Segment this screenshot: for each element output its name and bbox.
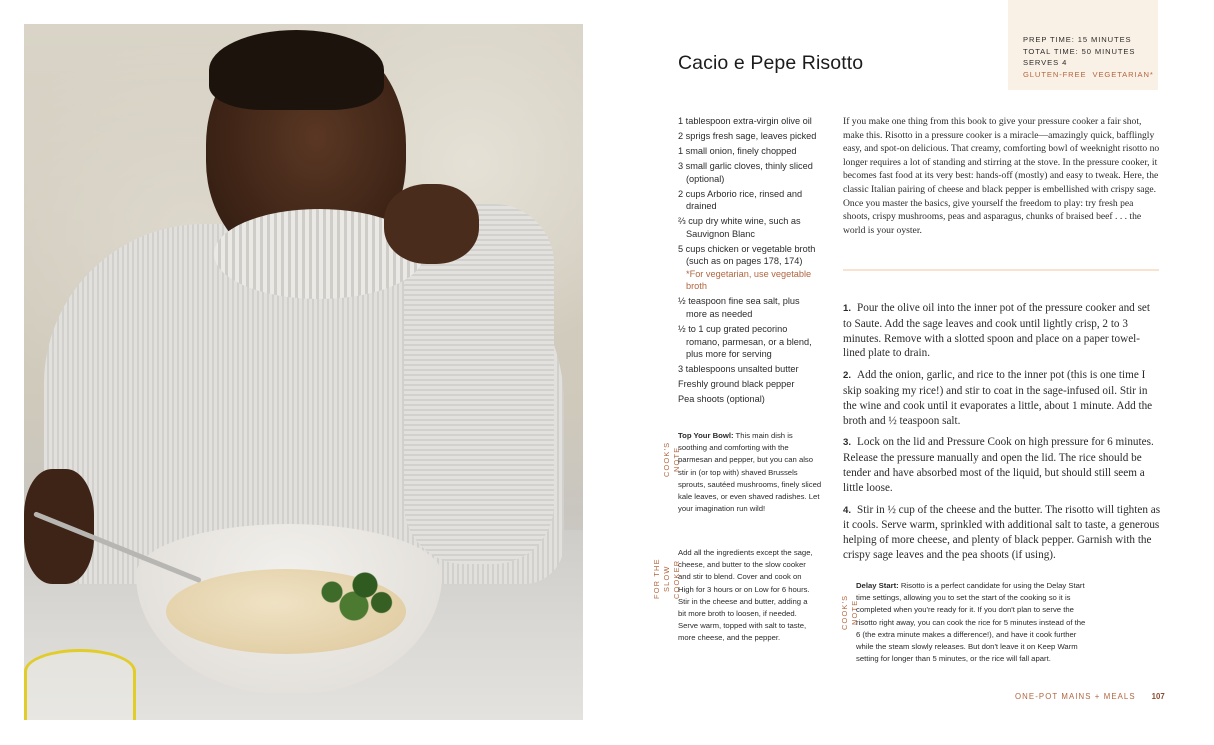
recipe-intro: If you make one thing from this book to give your pressure cooker a fair shot, make this. Risotto in a pressure cooker is a miracle—amazingly quick, bafflingly easy, and spot-on delicious. That creamy, comforting bowl of weeknight risotto no longer requires a lot of standing and stirring at the stove. In the pressure cooker, it becomes fast food at its very best: hands-off (mostly) and easy to tweak. Here, the classic Italian pairing of cheese and black pepper is embellished with crispy sage. Once you master the basics, give yourself the freedom to play: try fresh pea shoots, crispy mushrooms, peas and asparagus, chunks of braised beef . . . the world is your oyster. <box>843 116 1160 236</box>
slow-cooker-label-line2: SLOW COOKER <box>662 559 681 599</box>
page-footer <box>1015 692 1165 701</box>
ingredient-item: 2 sprigs fresh sage, leaves picked <box>678 130 817 141</box>
ingredient-item: 1 tablespoon extra-virgin olive oil <box>678 116 812 126</box>
recipe-photo <box>24 24 583 720</box>
vegetarian-note: *For vegetarian, use vegetable broth <box>686 268 812 292</box>
ingredient-item: Freshly ground black pepper <box>678 379 795 390</box>
ingredient-item: ⅔ cup dry white wine, such as Sauvignon Blanc <box>678 216 801 239</box>
photo-child-hair <box>209 30 384 110</box>
ingredient-item: ½ teaspoon fine sea salt, plus more as needed <box>678 296 800 320</box>
step-item <box>843 301 1161 361</box>
ingredient-item <box>678 243 820 293</box>
step-text: Add the onion, garlic, and rice to the inner pot (this is one time I skip soaking my rice!) and stir to coat in the sage-infused oil. Stir in the wine and cook until it evaporates a little, about 1 minute. Add the broth and ½ teaspoon salt. <box>843 369 1153 427</box>
photo-glass <box>24 649 136 720</box>
photo-pea-shoots <box>299 564 409 634</box>
page-number: 107 <box>1151 692 1165 701</box>
serves: SERVES 4 <box>1023 58 1068 67</box>
cooks-note-label: COOK'S NOTE <box>840 594 859 630</box>
step-number: 4. <box>843 504 852 516</box>
cooks-note-text: Risotto is a perfect candidate for using the Delay Start time settings, allowing you to set the start of the cooking so it is completed when you're ready for it. If you don't plan to serve the risotto right away, you can cook the rice for 5 minutes instead of the 6 (the extra minute makes a difference!), and have it cook further while the steam slowly releases. But don't leave it on Keep Warm setting for longer than 5 minutes, or the rice will fall apart. <box>856 581 1086 664</box>
photo-hand <box>384 184 479 264</box>
ingredient-item: Pea shoots (optional) <box>678 394 765 405</box>
diet-tags: GLUTEN-FREE VEGETARIAN* <box>1023 69 1154 79</box>
ingredient-list <box>678 115 820 408</box>
ingredient-item: 3 tablespoons unsalted butter <box>678 364 799 375</box>
recipe-title: Cacio e Pepe Risotto <box>678 52 864 74</box>
slow-cooker-label <box>652 548 681 610</box>
step-item <box>843 435 1161 495</box>
step-number: 1. <box>843 303 852 314</box>
method-steps <box>843 301 1161 570</box>
step-item <box>843 368 1161 428</box>
slow-cooker-label-line1: FOR THE <box>652 558 661 600</box>
prep-time: PREP TIME: 15 MINUTES <box>1023 35 1132 44</box>
cooks-note-label: COOK'S NOTE <box>662 441 681 477</box>
step-number: 3. <box>843 437 852 449</box>
ingredient-item: 2 cups Arborio rice, rinsed and drained <box>678 188 803 212</box>
ingredient-item: 3 small garlic cloves, thinly sliced (optional) <box>678 160 813 184</box>
section-divider <box>843 269 1159 271</box>
slow-cooker-text: Add all the ingredients except the sage, cheese, and butter to the slow cooker and stir to blend. Cover and cook on High for 3 hours or on Low for 6 hours. Stir in the cheese and butter, adding a bit more broth to loosen, if needed. Serve warm, topped with salt to taste, more cheese, and the pepper. <box>678 548 813 643</box>
cooks-note-top-your-bowl <box>678 430 823 515</box>
section-name: ONE-POT MAINS + MEALS <box>1015 692 1136 701</box>
cooks-note-heading: Top Your Bowl: <box>678 431 734 440</box>
step-text: Stir in ½ cup of the cheese and the butter. The risotto will tighten as it cools. Serve warm, sprinkled with additional salt to taste, a generous helping of more cheese, and plenty of black pepper. Garnish with the crispy sage leaves and the pea shoots (if using). <box>843 503 1161 561</box>
total-time: TOTAL TIME: 50 MINUTES <box>1023 46 1136 56</box>
step-item <box>843 503 1161 563</box>
ingredient-item: ½ to 1 cup grated pecorino romano, parmesan, or a blend, plus more for serving <box>678 324 812 360</box>
step-text: Pour the olive oil into the inner pot of the pressure cooker and set to Saute. Add the sage leaves and cook until lightly crisp, 2 to 3 minutes. Remove with a slotted spoon and place on a paper towel-lined plate to drain. <box>843 302 1150 360</box>
step-number: 2. <box>843 370 852 382</box>
cooks-note-text: This main dish is soothing and comforting with the parmesan and pepper, but you can also stir in (or top with) shaved Brussels sprouts, sautéed mushrooms, finely sliced kale leaves, or even shaved radishes. Let your imagination run wild! <box>678 431 822 514</box>
ingredient-text: 5 cups chicken or vegetable broth (such as on pages 178, 174) <box>678 243 816 267</box>
step-text: Lock on the lid and Pressure Cook on high pressure for 6 minutes. Release the pressure manually and open the lid. The rice should be tender and have absorbed most of the liquid, but should still seem a little loose. <box>843 436 1154 494</box>
cooks-note-heading: Delay Start: <box>856 581 899 590</box>
cooks-note-delay-start <box>856 580 1088 665</box>
ingredient-item: 1 small onion, finely chopped <box>678 145 797 156</box>
recipe-info-box <box>1008 0 1158 90</box>
